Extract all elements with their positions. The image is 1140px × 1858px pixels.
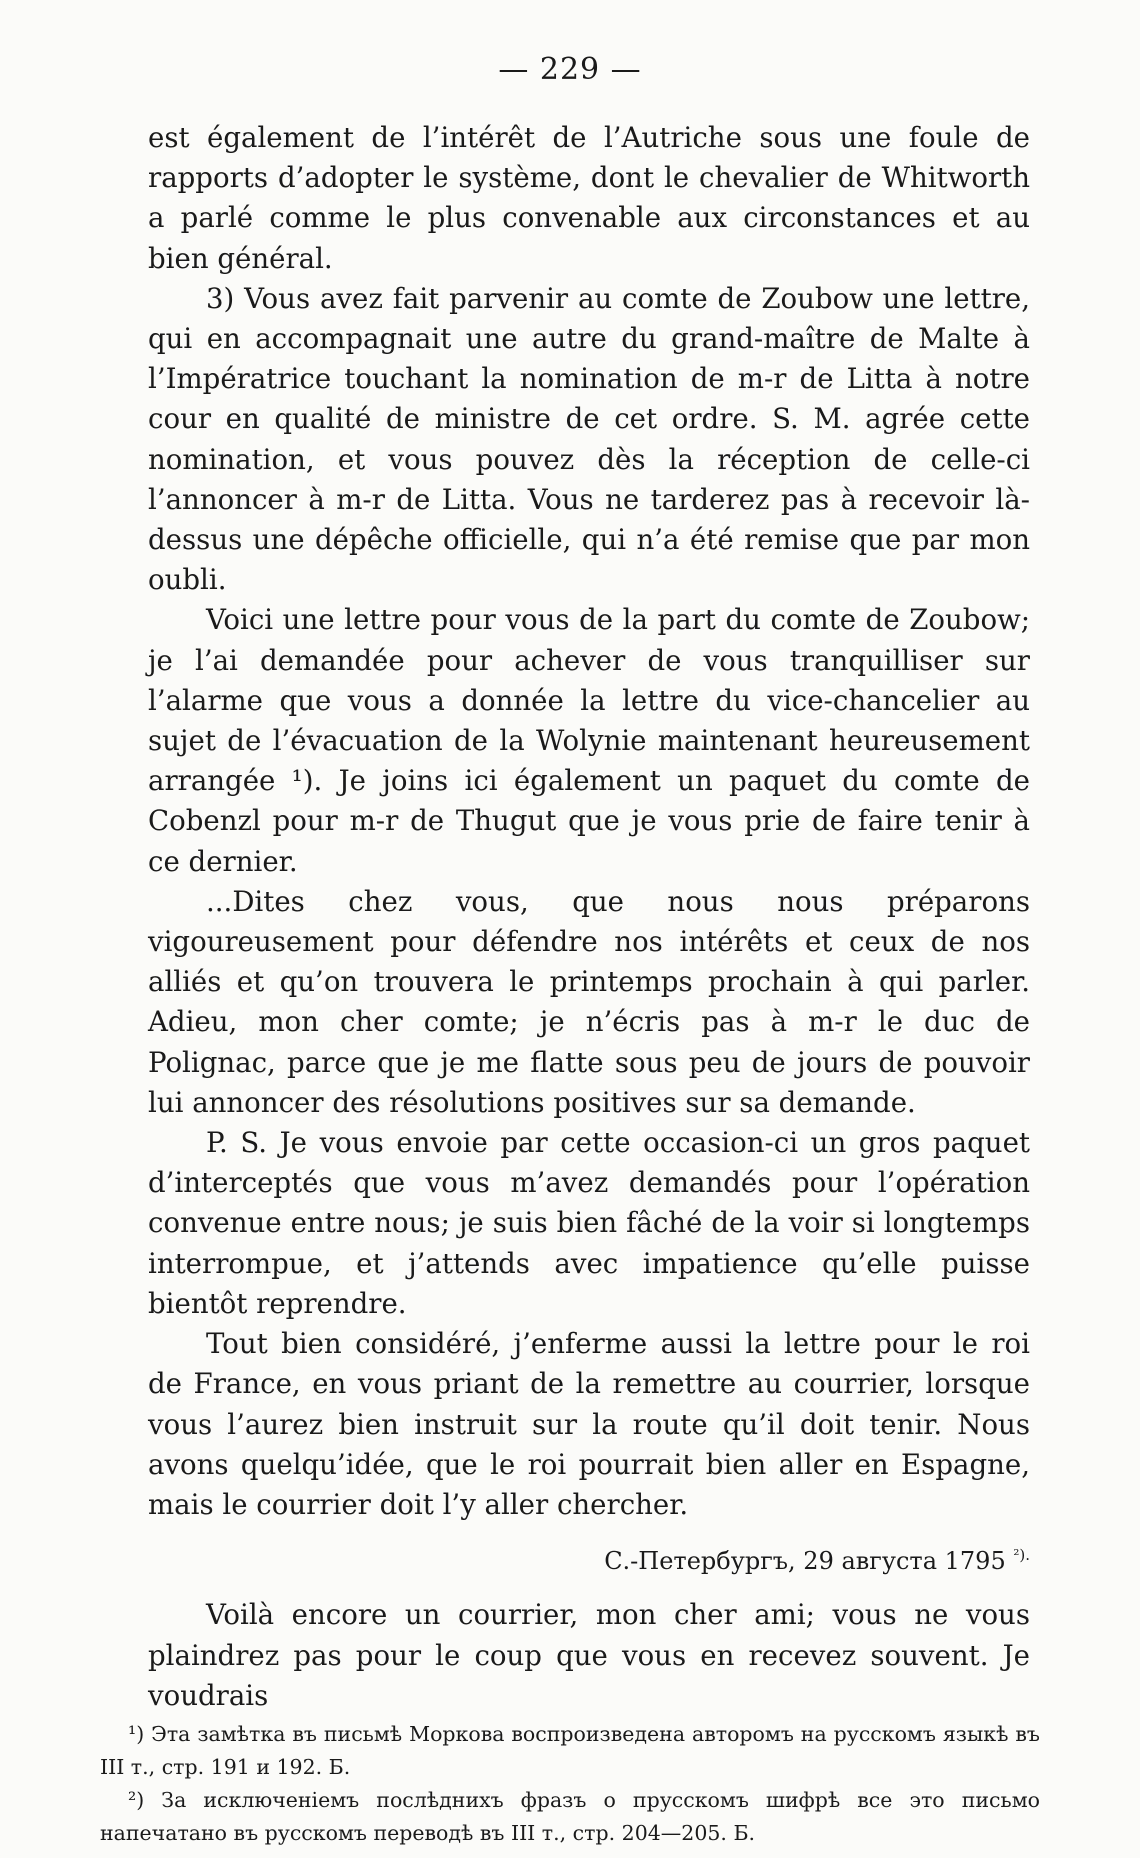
footnote-1-mark: ¹): [128, 1722, 145, 1746]
footnote-1-text: Эта замѣтка въ письмѣ Моркова воспроизведена авторомъ на русскомъ языкѣ въ III т., стр. 191 и 192. Б.: [100, 1722, 1040, 1779]
footnote-2-mark: ²): [128, 1788, 145, 1812]
paragraph-3: Voici une lettre pour vous de la part du comte de Zoubow; je l’ai demandée pour achever de vous tranquilliser sur l’alarme que vous a donnée la lettre du vice-chancelier au sujet de l’évacuation de la Wolynie maintenant heureusement arrangée ¹). Je joins ici également un paquet du comte de Cobenzl pour m-r de Thugut que je vous prie de faire tenir à ce dernier.: [148, 603, 1030, 878]
place-date-text: С.-Петербургъ, 29 августа 1795: [604, 1547, 1006, 1576]
footnote-reference: ²).: [1013, 1546, 1030, 1565]
footnote-2-text: За исключеніемъ послѣднихъ фразъ о прусскомъ шифрѣ все это письмо напечатано въ русскомъ переводѣ въ III т., стр. 204—205. Б.: [100, 1788, 1040, 1845]
paragraph-6: Tout bien considéré, j’enferme aussi la lettre pour le roi de France, en vous priant de la remettre au courrier, lorsque vous l’aurez bien instruit sur la route qu’il doit tenir. Nous avons quelqu’idée, que le roi pourrait bien aller en Espagne, mais le courrier doit l’y aller chercher.: [148, 1327, 1030, 1521]
page-number: — 229 —: [498, 52, 642, 87]
paragraph-1: est également de l’intérêt de l’Autriche sous une foule de rapports d’adopter le système, dont le chevalier de Whitworth a parlé comme le plus convenable aux circonstances et au bien général.: [148, 121, 1030, 275]
footnotes: [100, 1718, 1040, 1850]
place-date-signature: [148, 1535, 1030, 1581]
paragraph-5: P. S. Je vous envoie par cette occasion-ci un gros paquet d’interceptés que vous m’avez demandés pour l’opération convenue entre nous; je suis bien fâché de la voir si longtemps interrompue, et j’attends avec impatience qu’elle puisse bientôt reprendre.: [148, 1126, 1030, 1320]
footnote-1: [100, 1718, 1040, 1784]
paragraph-4: ...Dites chez vous, que nous nous préparons vigoureusement pour défendre nos intérêts et ceux de nos alliés et qu’on trouvera le printemps prochain à qui parler. Adieu, mon cher comte; je n’écris pas à m-r le duc de Polignac, parce que je me flatte sous peu de jours de pouvoir lui annoncer des résolutions positives sur sa demande.: [148, 884, 1030, 1119]
closing-paragraph: Voilà encore un courrier, mon cher ami; vous ne vous plaindrez pas pour le coup que vous en recevez souvent. Je voudrais: [148, 1598, 1030, 1712]
footnote-2: [100, 1784, 1040, 1850]
body-text: [148, 118, 1030, 1716]
paragraph-2: 3) Vous avez fait parvenir au comte de Zoubow une lettre, qui en accompagnait une autre du grand-maître de Malte à l’Impératrice touchant la nomination de m-r de Litta à notre cour en qualité de ministre de cet ordre. S. M. agrée cette nomination, et vous pouvez dès la réception de celle-ci l’annoncer à m-r de Litta. Vous ne tarderez pas à recevoir là-dessus une dépêche officielle, qui n’a été remise que par mon oubli.: [148, 281, 1030, 597]
